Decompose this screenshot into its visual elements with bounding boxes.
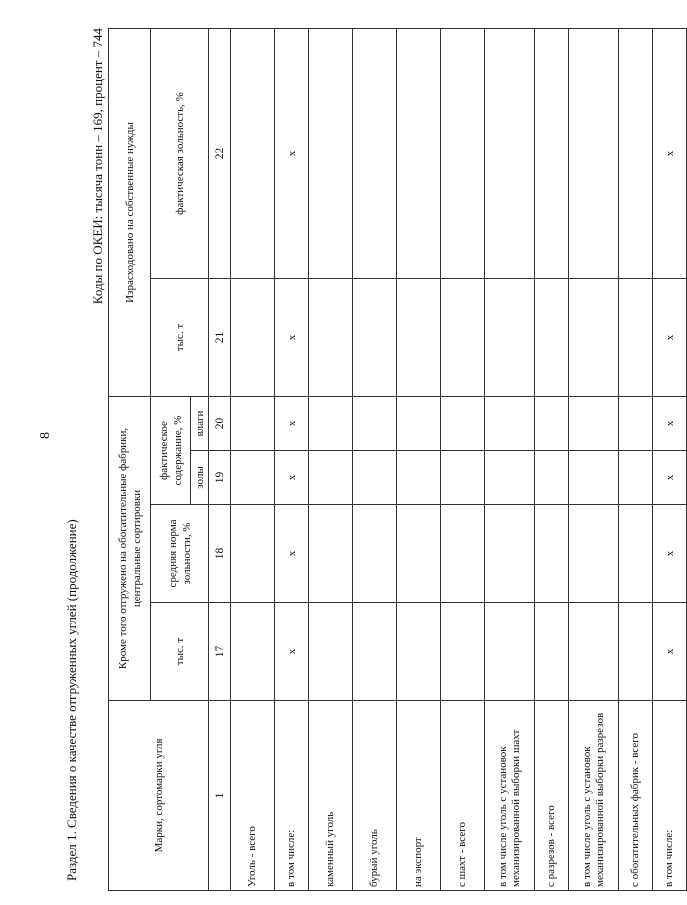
- header-moisture: влаги: [191, 396, 209, 450]
- table-cell: x: [653, 278, 687, 396]
- table-cell: [569, 278, 619, 396]
- table-cell: x: [653, 505, 687, 603]
- okei-codes: Коды по ОКЕИ: тысяча тонн – 169, процент – 744: [90, 28, 105, 305]
- table-cell: [485, 451, 535, 505]
- table-cell: [231, 451, 275, 505]
- table-cell: [441, 28, 485, 278]
- table-row: [535, 28, 569, 890]
- table-row: [441, 28, 485, 890]
- header-shipped-group: Кроме того отгружено на обогатительные фабрики, центральные сортировки: [109, 396, 151, 700]
- table-cell: [353, 278, 397, 396]
- table-cell: [309, 451, 353, 505]
- header-shipped-kt: тыс. т: [151, 603, 209, 701]
- table-cell: [569, 451, 619, 505]
- column-number: 19: [209, 451, 231, 505]
- column-number: 22: [209, 28, 231, 278]
- table-cell: [353, 451, 397, 505]
- column-number-row: [209, 28, 231, 890]
- table-cell: [397, 396, 441, 450]
- table-cell: [397, 278, 441, 396]
- table-cell: x: [275, 505, 309, 603]
- row-label: в том числе уголь с установок механизированной выборки шахт: [485, 701, 535, 891]
- table-cell: [231, 603, 275, 701]
- table-cell: [441, 505, 485, 603]
- row-label: с обогатительных фабрик - всего: [619, 701, 653, 891]
- table-cell: [231, 28, 275, 278]
- table-cell: [441, 278, 485, 396]
- table-cell: x: [275, 603, 309, 701]
- coal-quality-table: [108, 28, 687, 891]
- header-own-ash: фактическая зольность, %: [151, 28, 209, 278]
- table-cell: [619, 603, 653, 701]
- table-cell: [619, 505, 653, 603]
- table-cell: [309, 396, 353, 450]
- column-number: 21: [209, 278, 231, 396]
- page-number: 8: [38, 432, 53, 439]
- table-cell: [309, 505, 353, 603]
- header-shipped-norm: средняя норма зольности, %: [151, 505, 209, 603]
- table-row: [309, 28, 353, 890]
- table-cell: x: [653, 603, 687, 701]
- table-row: [619, 28, 653, 890]
- table-cell: [485, 396, 535, 450]
- table-cell: x: [275, 451, 309, 505]
- table-cell: [353, 396, 397, 450]
- table-cell: [535, 396, 569, 450]
- table-row: [569, 28, 619, 890]
- row-label: в том числе уголь с установок механизированной выборки разрезов: [569, 701, 619, 891]
- row-label: каменный уголь: [309, 701, 353, 891]
- table-cell: [309, 603, 353, 701]
- table-cell: [569, 505, 619, 603]
- table-cell: [353, 505, 397, 603]
- table-row: [397, 28, 441, 890]
- table-cell: [353, 28, 397, 278]
- table-cell: [231, 278, 275, 396]
- column-number: 17: [209, 603, 231, 701]
- table-cell: [441, 603, 485, 701]
- table-row: [231, 28, 275, 890]
- row-label: на экспорт: [397, 701, 441, 891]
- table-cell: [535, 28, 569, 278]
- row-label: бурый уголь: [353, 701, 397, 891]
- row-label: с шахт - всего: [441, 701, 485, 891]
- table-cell: x: [275, 28, 309, 278]
- table-cell: [619, 28, 653, 278]
- table-cell: [397, 505, 441, 603]
- table-cell: [441, 396, 485, 450]
- table-cell: [535, 278, 569, 396]
- section-title: Раздел 1. Сведения о качестве отгруженных углей (продолжение): [64, 519, 79, 881]
- header-actual-content: фактическое содержание, %: [151, 396, 191, 504]
- table-cell: [535, 603, 569, 701]
- table-row: [275, 28, 309, 890]
- row-label: в том числе:: [653, 701, 687, 891]
- table-row: [485, 28, 535, 890]
- header-ash: золы: [191, 451, 209, 505]
- row-label: Уголь - всего: [231, 701, 275, 891]
- table-cell: [485, 28, 535, 278]
- table-cell: x: [653, 396, 687, 450]
- table-cell: [397, 451, 441, 505]
- table-cell: [231, 396, 275, 450]
- table-cell: [441, 451, 485, 505]
- table-cell: x: [275, 278, 309, 396]
- column-number: 18: [209, 505, 231, 603]
- table-cell: [485, 603, 535, 701]
- table-cell: x: [653, 28, 687, 278]
- header-own-group: Израсходовано на собственные нужды: [109, 28, 151, 396]
- table-cell: [619, 451, 653, 505]
- table-cell: [619, 278, 653, 396]
- table-cell: [619, 396, 653, 450]
- column-number: 1: [209, 701, 231, 891]
- table-cell: [569, 603, 619, 701]
- row-label: с разрезов - всего: [535, 701, 569, 891]
- table-cell: [485, 278, 535, 396]
- table-cell: [397, 28, 441, 278]
- table-cell: [485, 505, 535, 603]
- table-cell: x: [275, 396, 309, 450]
- table-row: [653, 28, 687, 890]
- table-cell: [309, 28, 353, 278]
- table-row: [353, 28, 397, 890]
- table-cell: x: [653, 451, 687, 505]
- table-cell: [569, 396, 619, 450]
- table-cell: [353, 603, 397, 701]
- table-cell: [231, 505, 275, 603]
- header-own-kt: тыс. т: [151, 278, 209, 396]
- table-cell: [535, 451, 569, 505]
- table-cell: [569, 28, 619, 278]
- table-cell: [535, 505, 569, 603]
- header-brand: Марки, сортомарки угля: [109, 701, 209, 891]
- row-label: в том числе:: [275, 701, 309, 891]
- table-cell: [397, 603, 441, 701]
- table-cell: [309, 278, 353, 396]
- column-number: 20: [209, 396, 231, 450]
